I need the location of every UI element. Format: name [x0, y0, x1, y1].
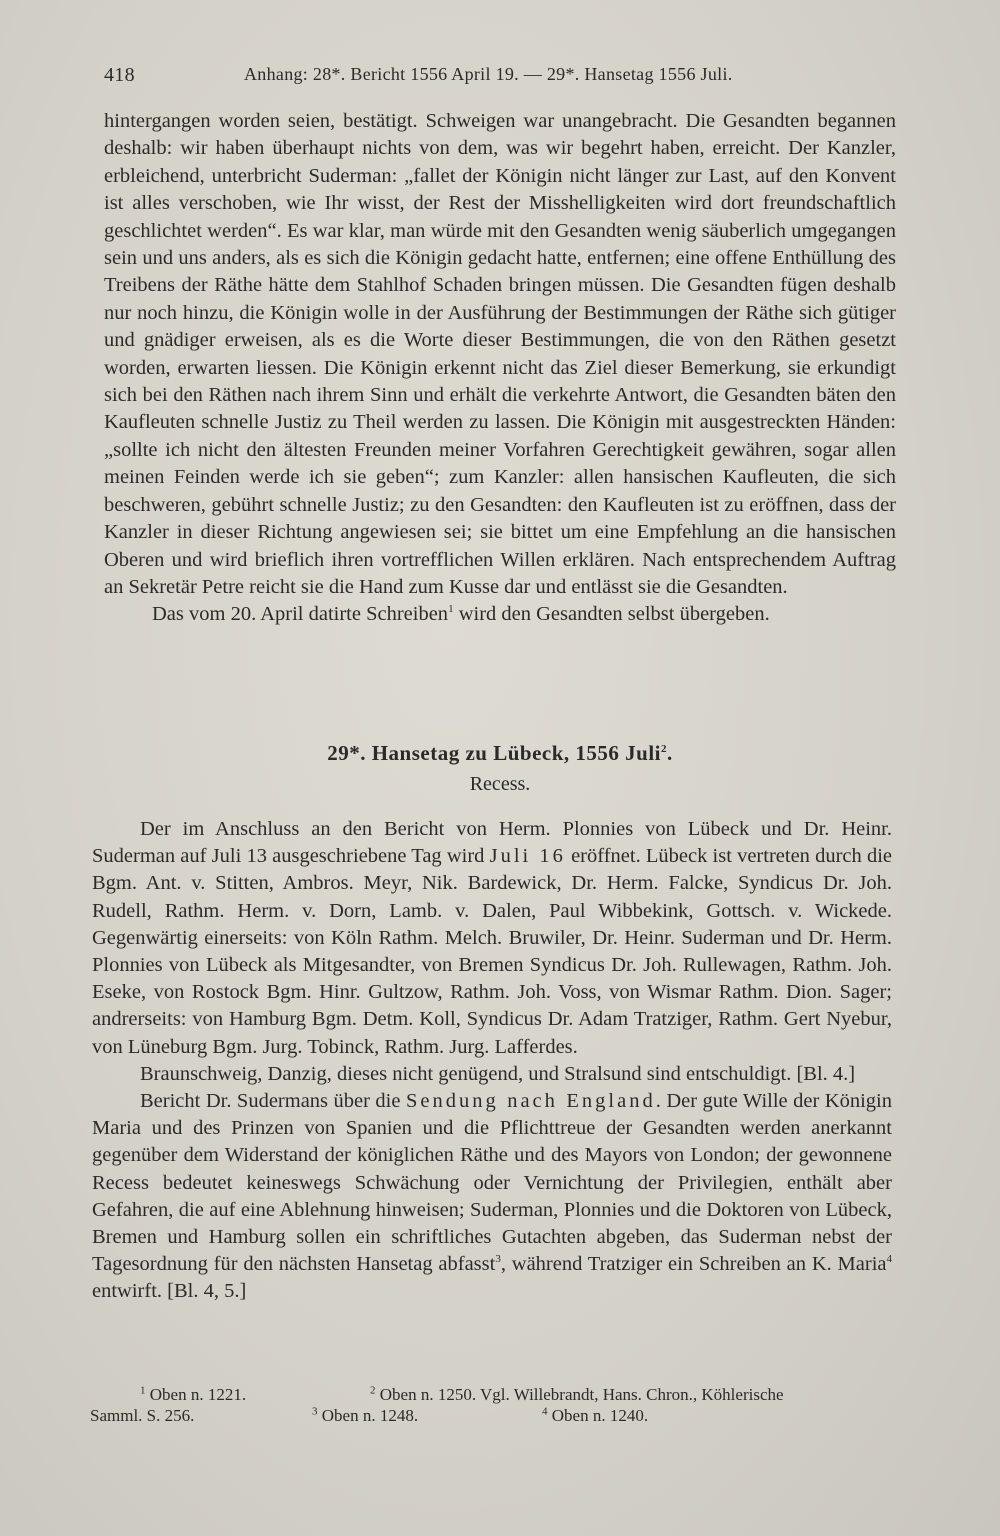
footnote-1-continued: Samml. S. 256. — [90, 1406, 195, 1425]
text-run: wird den Gesandten selbst übergeben. — [453, 603, 770, 626]
recess-text — [92, 816, 892, 1306]
footnote-ref: 1 — [448, 603, 454, 616]
footnote-ref: 3 — [495, 1253, 501, 1266]
text-run: . Der gute Wille der Königin Maria und des Prinzen von Spanien und die Pflichttreue der Gesandten werden anerkannt gegenüber dem Widerstand der königlichen Räthe und des Mayors von London; der gewonnene Recess bedeutet keineswegs Schwächung oder Vernichtung der Privilegien, enthält aber Gefahren, die auf eine Ablehnung hinweisen; Suderman, Plonnies und die Doktoren von Lübeck, Bremen und Hamburg sollen ein schriftliches Gutachten abgeben, das Suderman nebst der Tagesordnung für den nächsten Hansetag abfasst — [92, 1090, 892, 1276]
footnotes — [90, 1384, 900, 1426]
footnote-row — [90, 1384, 900, 1405]
footnote-text: Oben n. 1250. Vgl. Willebrandt, Hans. Chron., Köhlerische — [375, 1385, 784, 1404]
text-run: eröffnet. Lübeck ist vertreten durch die Bgm. Ant. v. Stitten, Ambros. Meyr, Nik. Bardewick, Dr. Herm. Falcke, Syndicus Dr. Joh. Rudell, Rathm. Herm. v. Dorn, Lamb. v. Dalen, Paul Wibbekink, Gottsch. v. Wickede. Gegenwärtig einerseits: von Köln Rathm. Melch. Bruwiler, Dr. Heinr. Suderman und Dr. Herm. Plonnies von Lübeck als Mitgesandter, von Bremen Syndicus Dr. Joh. Rullewagen, Rathm. Joh. Eseke, von Rostock Bgm. Hinr. Gultzow, Rathm. Joh. Voss, von Wismar Rathm. Dion. Sager; andrerseits: von Hamburg Bgm. Detm. Koll, Syndicus Dr. Adam Tratziger, Rathm. Gert Nyebur, von Lüneburg Bgm. Jurg. Tobinck, Rathm. Jurg. Lafferdes. — [92, 845, 892, 1058]
paragraph — [104, 601, 896, 628]
spaced-text: Sendung nach England — [405, 1090, 656, 1113]
paragraph — [92, 816, 892, 1061]
footnote-3 — [312, 1405, 418, 1426]
heading-text: 29*. Hansetag zu Lübeck, 1556 Juli — [327, 741, 662, 765]
footnote-text: Oben n. 1248. — [317, 1406, 419, 1425]
footnote-1 — [140, 1384, 246, 1405]
running-head — [104, 64, 894, 94]
footnote-text: Oben n. 1221. — [145, 1385, 247, 1404]
footnote-mark: 1 — [140, 1384, 146, 1397]
footnote-text: Oben n. 1240. — [547, 1406, 649, 1425]
page-number: 418 — [104, 64, 135, 86]
text-run: Das vom 20. April datirte Schreiben — [152, 603, 449, 626]
text-run: , während Tratziger ein Schreiben an K. Maria — [500, 1253, 887, 1276]
footnote-mark: 4 — [542, 1405, 548, 1418]
footnote-mark: 3 — [312, 1405, 318, 1418]
paragraph: hintergangen worden seien, bestätigt. Schweigen war unangebracht. Die Gesandten begannen deshalb: wir haben überhaupt nichts von dem, was wir begehrt haben, erreicht. Der Kanzler, erbleichend, unterbricht Suderman: „fallet der Königin nicht länger zur Last, auf den Konvent ist alles verschoben, wie Ihr wisst, der Rest der Misshelligkeiten wird dort freundschaftlich geschlichtet werden“. Es war klar, man würde mit den Gesandten wenig säuberlich umgegangen sein und uns anders, als es sich die Königin gedacht hatte, entfernen; eine offene Enthüllung des Treibens der Räthe hätte dem Stahlhof Schaden bringen müssen. Die Gesandten fügen deshalb nur noch hinzu, die Königin wolle in der Ausführung der Bestimmungen der Räthe sich gütiger und gnädiger erweisen, als es die Worte dieser Bestimmungen, die von den Räthen gesetzt worden, erwarten liessen. Die Königin erkennt nicht das Ziel dieser Bemerkung, sie erkundigt sich bei den Räthen nach ihrem Sinn und erhält die verkehrte Antwort, die Gesandten bäten den Kaufleuten schnelle Justiz zu Theil werden zu lassen. Die Königin mit ausgestreckten Händen: „sollte ich nicht den ältesten Freunden meiner Vorfahren Gerechtigkeit gewähren, sogar allen meinen Feinden werde ich sie geben“; zum Kanzler: allen hansischen Kaufleuten, die sich beschweren, gebührt schnelle Justiz; zu den Gesandten: den Kaufleuten ist zu eröffnen, dass der Kanzler in dieser Richtung angewiesen sei; sie bittet um eine Empfehlung an die hansischen Oberen und wird brieflich ihren vortrefflichen Willen erklären. Nach entsprechendem Auftrag an Sekretär Petre reicht sie die Hand zum Kusse dar und entlässt sie die Gesandten. — [104, 110, 896, 598]
paragraph: Braunschweig, Danzig, dieses nicht genügend, und Stralsund sind entschuldigt. [Bl. 4.] — [140, 1062, 856, 1085]
footnote-2 — [370, 1384, 784, 1405]
text-run: Der im Anschluss an den Bericht von Herm. Plonnies von Lübeck und Dr. Heinr. Suderman auf Juli 13 ausgeschriebene Tag wird — [92, 818, 892, 868]
paragraph — [92, 1088, 892, 1306]
footnote-mark: 2 — [370, 1384, 376, 1397]
text-run: Bericht Dr. Sudermans über die — [140, 1090, 406, 1113]
text-run: entwirft. [Bl. 4, 5.] — [92, 1280, 247, 1303]
section-heading — [104, 741, 896, 766]
spaced-text: Juli 16 — [489, 845, 566, 868]
footnote-4 — [542, 1405, 648, 1426]
running-title: Anhang: 28*. Bericht 1556 April 19. — 29*. Hansetag 1556 Juli. — [244, 64, 733, 84]
footnote-row — [90, 1405, 900, 1426]
main-text — [104, 108, 896, 629]
footnote-ref: 2 — [661, 743, 668, 755]
heading-end: . — [667, 741, 673, 765]
section-subheading: Recess. — [469, 773, 531, 795]
footnote-ref: 4 — [886, 1253, 893, 1266]
